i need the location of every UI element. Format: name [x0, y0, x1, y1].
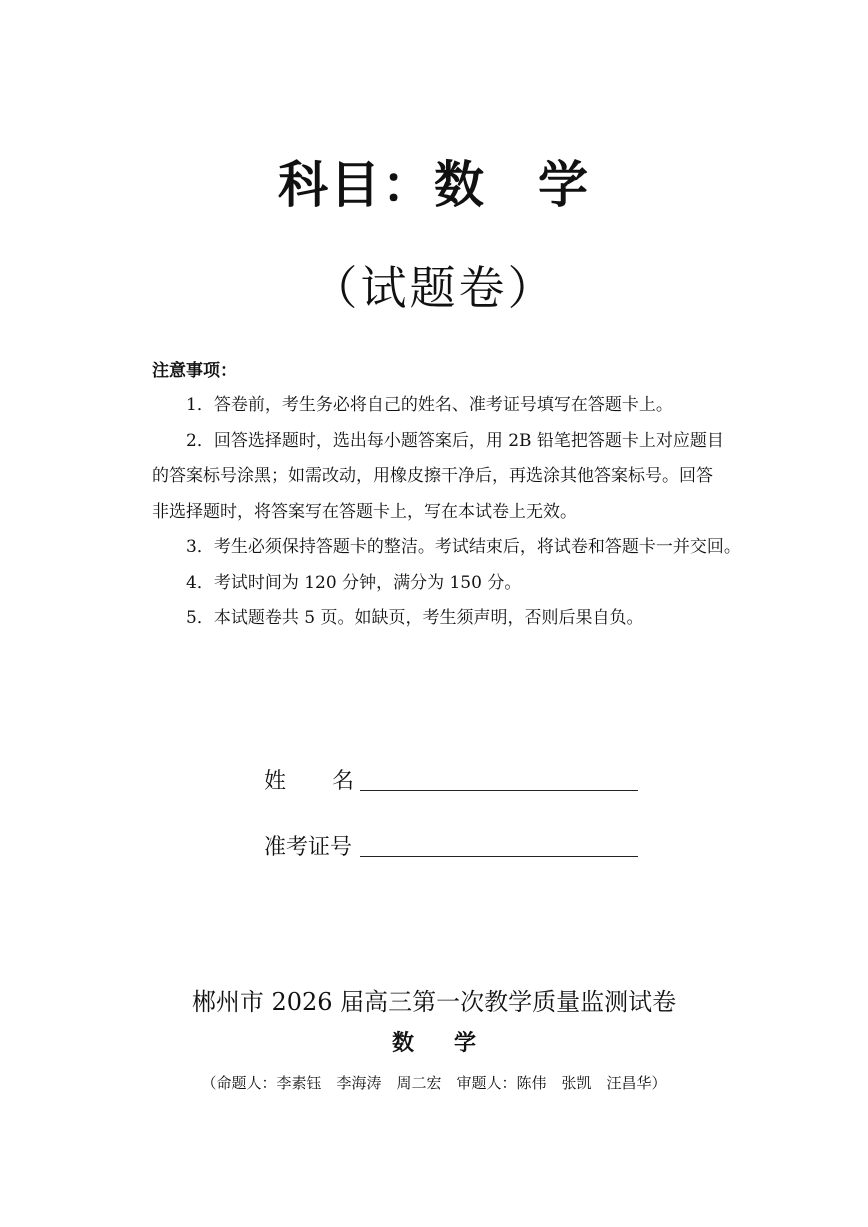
- exam-subject: 数学: [391, 1030, 516, 1056]
- note-item-2-continued: 的答案标号涂黑；如需改动，用橡皮擦干净后，再选涂其他答案标号。回答: [152, 466, 713, 486]
- note-item-4: 4．考试时间为 120 分钟，满分为 150 分。: [186, 572, 522, 593]
- name-label: 姓名: [264, 769, 401, 794]
- exam-number-blank-line: [360, 855, 638, 857]
- note-item-2-continued: 非选择题时，将答案写在答题卡上，写在本试卷上无效。: [152, 501, 577, 522]
- paper-kind-label: （试题卷）: [311, 261, 557, 315]
- name-field: [264, 764, 638, 795]
- note-item-5: 5．本试题卷共 5 页。如缺页，考生须声明，否则后果自负。: [186, 608, 644, 628]
- subject-title: 科目：数 学: [278, 156, 590, 214]
- note-item-3: 3．考生必须保持答题卡的整洁。考试结束后，将试卷和答题卡一并交回。: [186, 537, 741, 557]
- exam-title: 郴州市 2026 届高三第一次教学质量监测试卷: [191, 988, 677, 1016]
- name-blank-line: [360, 789, 638, 791]
- note-item-1: 1．答卷前，考生务必将自己的姓名、准考证号填写在答题卡上。: [186, 395, 673, 415]
- note-item-2: 2．回答选择题时，选出每小题答案后，用 2B 铅笔把答题卡上对应题目: [186, 430, 724, 451]
- authors-line: （命题人：李素钰 李海涛 周二宏 审题人：陈伟 张凯 汪昌华）: [201, 1074, 667, 1092]
- notes-heading: 注意事项：: [152, 361, 237, 381]
- exam-number-label: 准考证号: [264, 835, 353, 860]
- exam-number-field: [264, 830, 638, 861]
- notes-list: [152, 388, 772, 637]
